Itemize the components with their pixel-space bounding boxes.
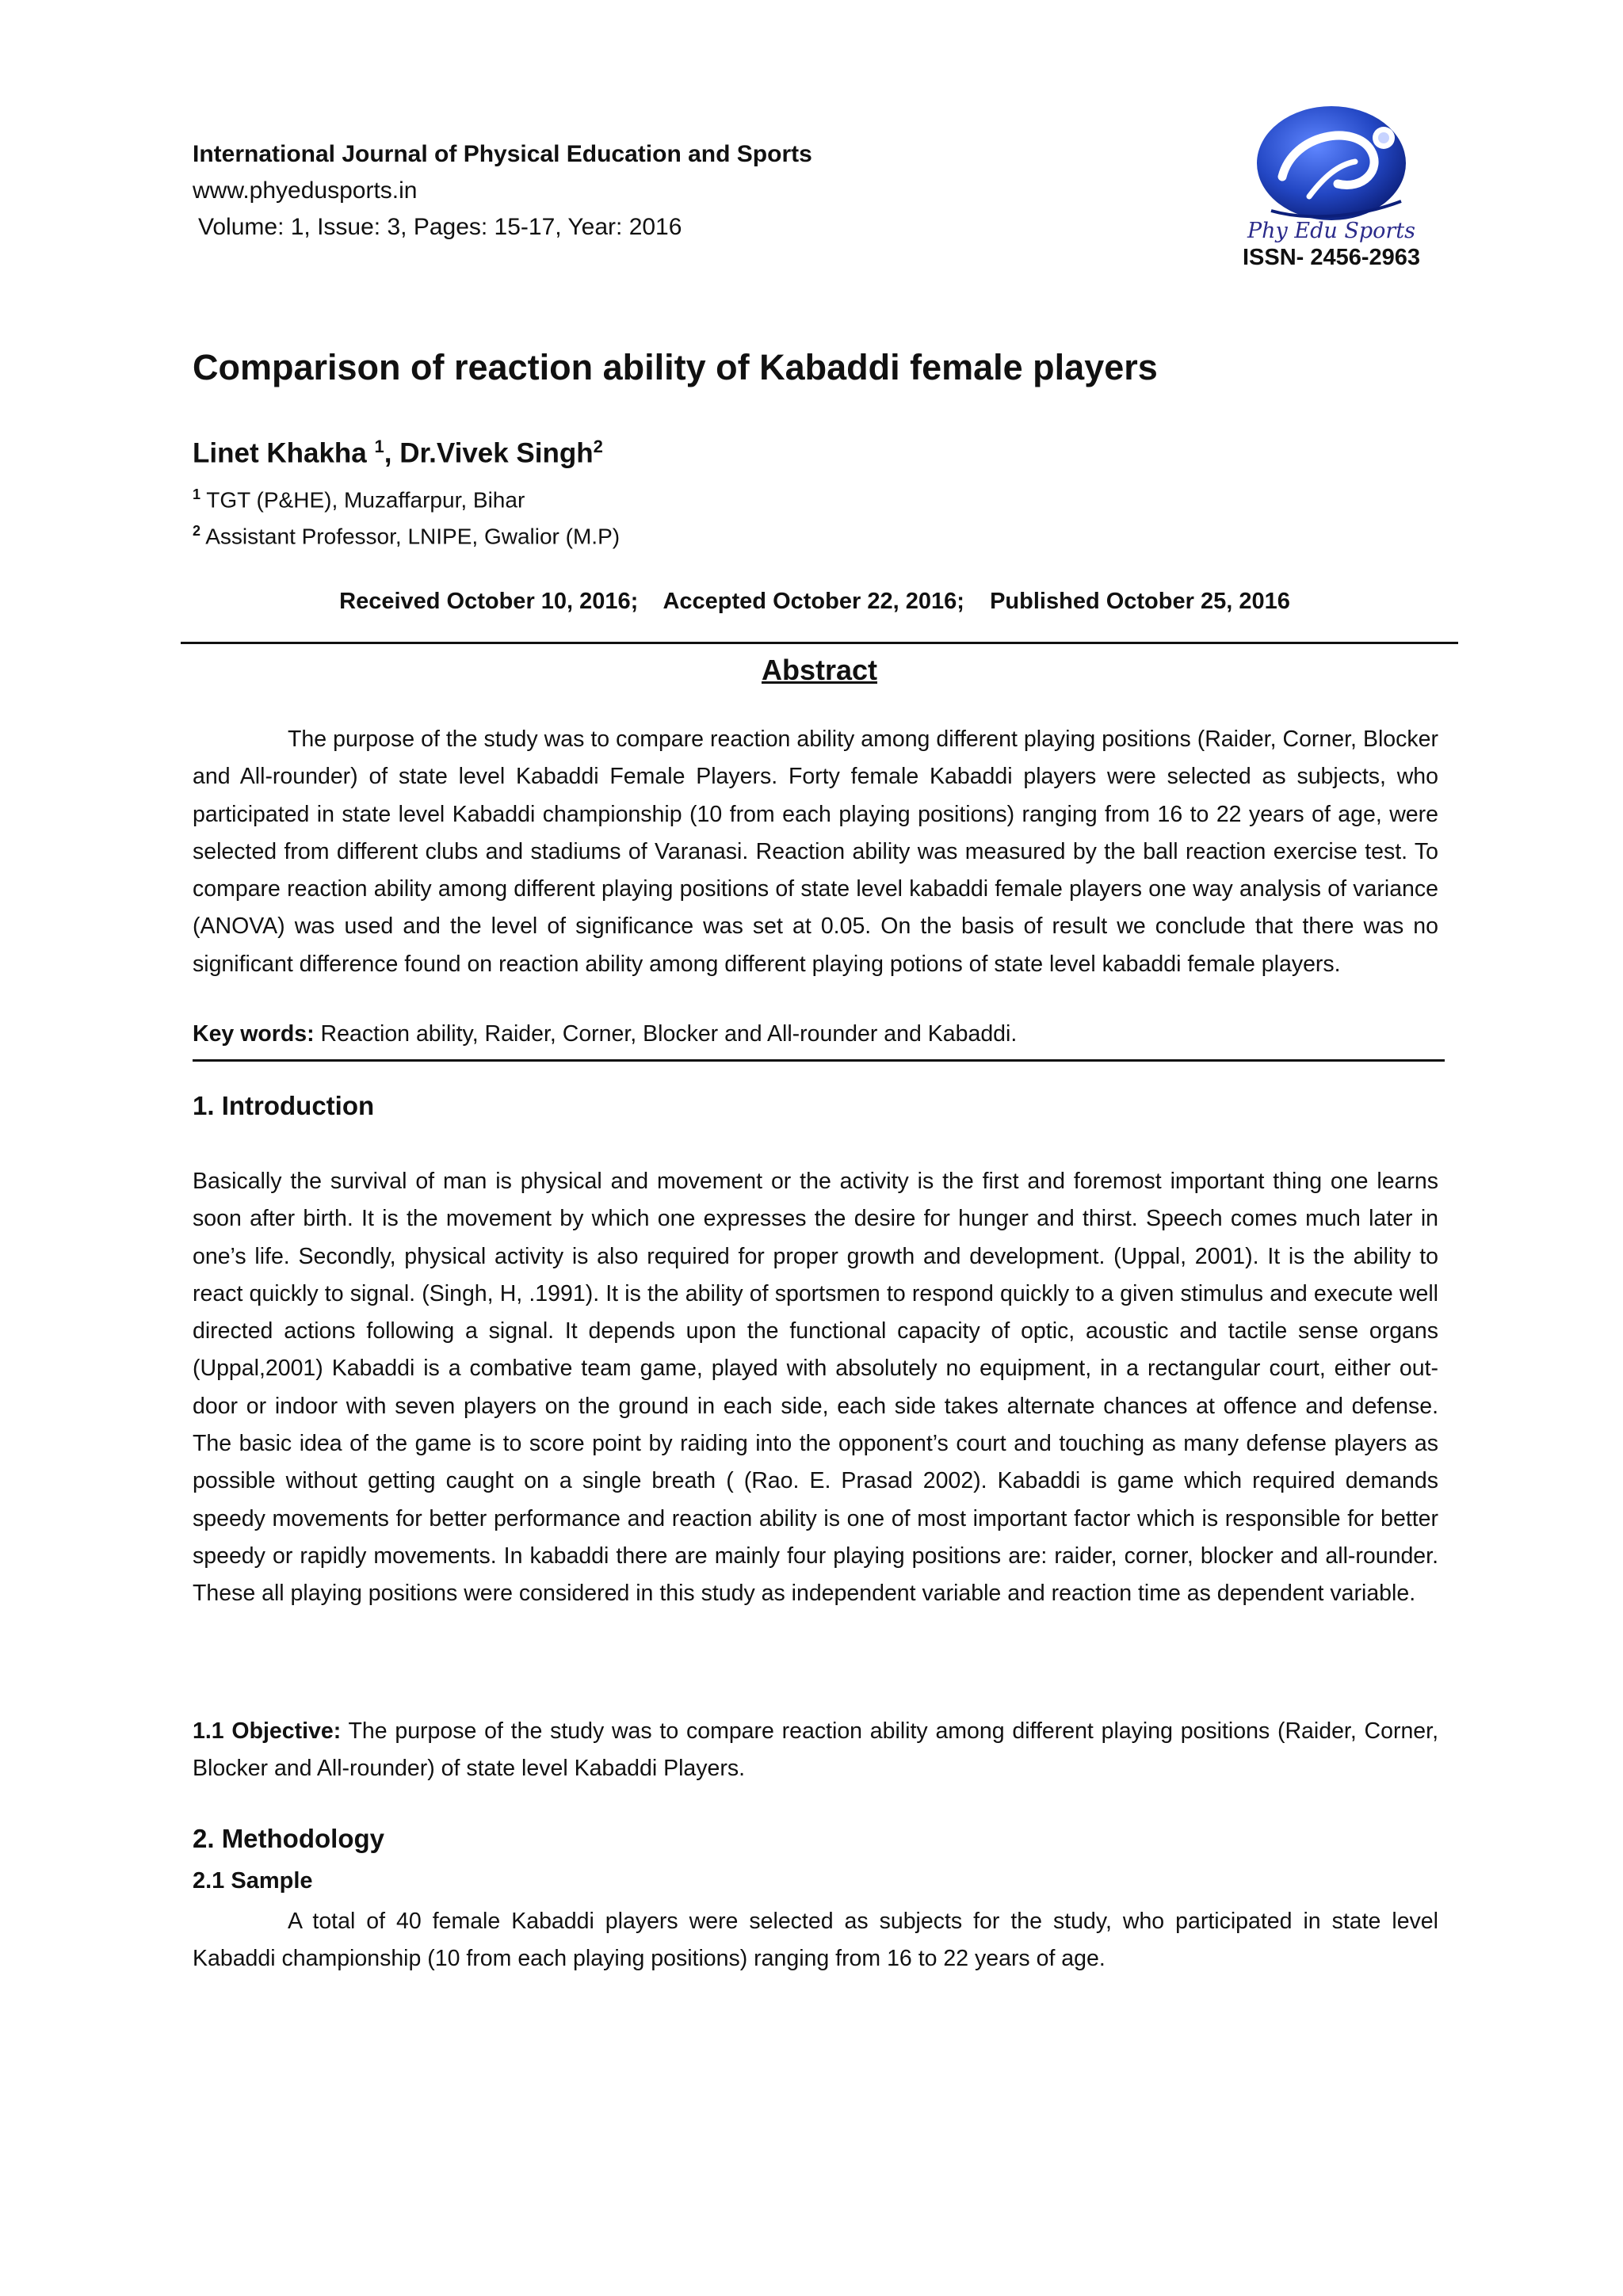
- author-2: Dr.Vivek Singh: [399, 437, 594, 469]
- keywords-label: Key words:: [193, 1021, 315, 1047]
- authors: [193, 437, 603, 470]
- svg-text:Phy Edu Sports: Phy Edu Sports: [1247, 219, 1416, 243]
- introduction-heading: 1. Introduction: [193, 1091, 375, 1120]
- paper-title: Comparison of reaction ability of Kabaddi female players: [193, 347, 1158, 387]
- abstract-heading: Abstract: [761, 654, 878, 686]
- author-1-sup: 1: [374, 437, 384, 456]
- affiliation-2: [193, 523, 620, 549]
- objective-paragraph: [193, 1713, 1438, 1788]
- sample-heading: 2.1 Sample: [193, 1868, 313, 1894]
- author-2-sup: 2: [593, 437, 603, 456]
- objective-label: 1.1 Objective:: [193, 1718, 342, 1744]
- author-1: Linet Khakha: [193, 437, 375, 469]
- keywords: [193, 1021, 1017, 1047]
- publication-dates: Received October 10, 2016; Accepted October 22, 2016; Published October 25, 2016: [339, 589, 1290, 614]
- divider-bottom: [193, 1059, 1445, 1062]
- affiliation-1-text: TGT (P&HE), Muzaffarpur, Bihar: [200, 487, 525, 513]
- divider-top: [181, 642, 1458, 644]
- affiliation-2-text: Assistant Professor, LNIPE, Gwalior (M.P): [200, 524, 621, 549]
- affiliation-1: [193, 486, 525, 513]
- sample-text: A total of 40 female Kabaddi players were selected as subjects for the study, who participated in state level Kabaddi championship (10 from each playing positions) ranging from 16 to 22 years of age.: [193, 1909, 1438, 1972]
- issn: ISSN- 2456-2963: [1242, 245, 1421, 270]
- abstract-text: The purpose of the study was to compare reaction ability among different playing positions (Raider, Corner, Blocker and All-rounder) of state level Kabaddi Female Players. Forty female Kabaddi players were selected as subjects, who participated in state level Kabaddi championship (10 from each playing positions) ranging from 16 to 22 years of age, were selected from different clubs and stadiums of Varanasi. Reaction ability was measured by the ball reaction exercise test. To compare reaction ability among different playing positions of state level kabaddi female players one way analysis of variance (ANOVA) was used and the level of significance was set at 0.05. On the basis of result we conclude that there was no significant difference found on reaction ability among different playing potions of state level kabaddi female players.: [193, 727, 1438, 977]
- journal-website[interactable]: www.phyedusports.in: [193, 177, 418, 204]
- author-separator: ,: [384, 437, 400, 469]
- introduction-text: Basically the survival of man is physical and movement or the activity is the first and foremost important thing one learns soon after birth. It is the movement by which one expresses the desire for hunger and thirst. Speech comes much later in one’s life. Secondly, physical activity is also required for proper growth and development. (Uppal, 2001). It is the ability to react quickly to signal. (Singh, H, .1991). It is the ability of sportsmen to respond quickly to a given stimulus and execute well directed actions following a signal. It depends upon the functional capacity of optic, acoustic and tactile sense organs (Uppal,2001) Kabaddi is a combative team game, played with absolutely no equipment, in a rectangular court, either out-door or indoor with seven players on the ground in each side, each side takes alternate chances at offence and defense. The basic idea of the game is to score point by raiding into the opponent’s court and touching as many defense players as possible without getting caught on a single breath ( (Rao. E. Prasad 2002). Kabaddi is game which required demands speedy movements for better performance and reaction ability is one of most important factor which is responsible for better speedy or rapidly movements. In kabaddi there are mainly four playing positions are: raider, corner, blocker and all-rounder. These all playing positions were considered in this study as independent variable and reaction time as dependent variable.: [193, 1169, 1438, 1607]
- journal-name: International Journal of Physical Education and Sports: [193, 141, 812, 167]
- volume-info: Volume: 1, Issue: 3, Pages: 15-17, Year: 2016: [198, 214, 682, 240]
- keywords-text: Reaction ability, Raider, Corner, Blocker and All-rounder and Kabaddi.: [314, 1021, 1018, 1047]
- affiliation-1-sup: 1: [193, 486, 201, 502]
- objective-text: The purpose of the study was to compare reaction ability among different playing positions (Raider, Corner, Blocker and All-rounder) of state level Kabaddi Players.: [193, 1718, 1438, 1782]
- methodology-heading: 2. Methodology: [193, 1824, 384, 1853]
- journal-info: [193, 136, 812, 246]
- affiliation-2-sup: 2: [193, 523, 201, 539]
